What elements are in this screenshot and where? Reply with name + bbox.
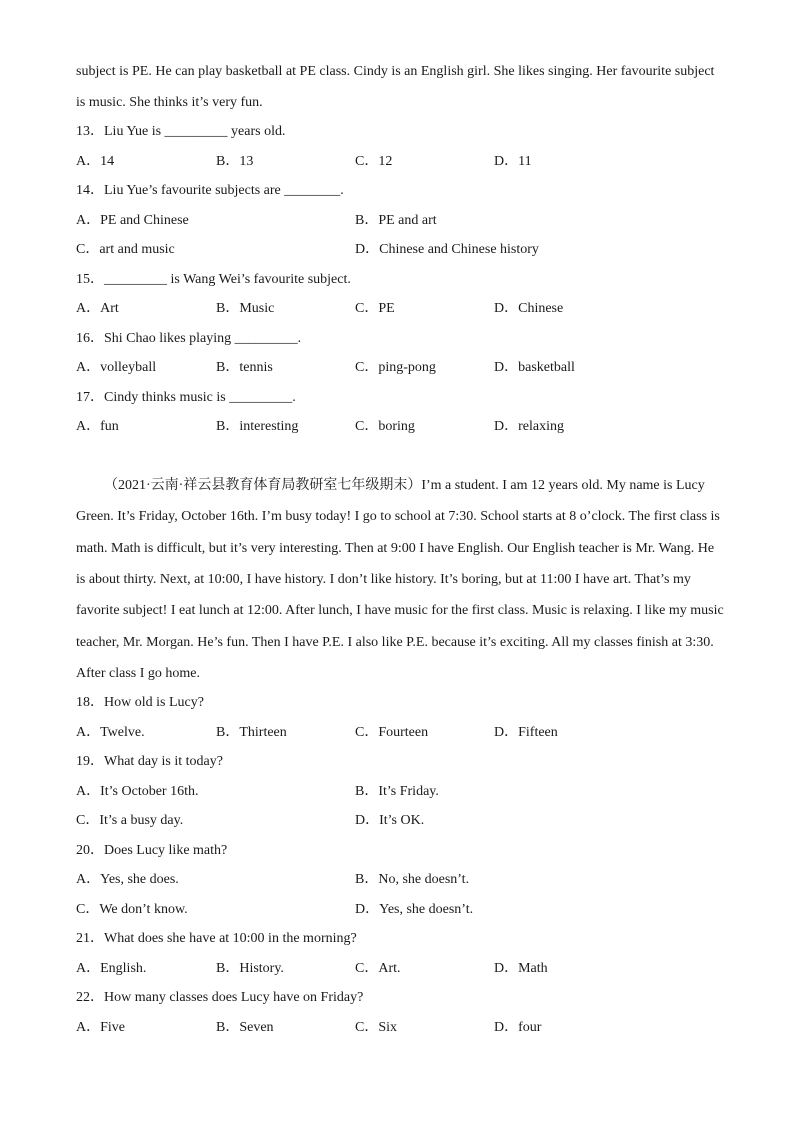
passage-line: subject is PE. He can play basketball at PE class. Cindy is an English girl. She likes singing. Her favourite subject xyxy=(76,64,715,79)
question-stem: 19．What day is it today? xyxy=(76,754,223,769)
option-d: D．Chinese and Chinese history xyxy=(355,242,539,257)
option-c: C．ping-pong xyxy=(355,360,436,375)
option-a: A．14 xyxy=(76,154,115,169)
option-d: D．Math xyxy=(494,961,548,976)
question-stem: 20．Does Lucy like math? xyxy=(76,843,228,858)
passage-line: math. Math is difficult, but it’s very interesting. Then at 9:00 I have English. Our English teacher is Mr. Wang. He xyxy=(76,541,715,556)
option-d: D．Yes, she doesn’t. xyxy=(355,902,474,917)
option-a: A．It’s October 16th. xyxy=(76,784,199,799)
option-c: C．12 xyxy=(355,154,393,169)
option-b: B．Thirteen xyxy=(216,725,287,740)
option-a: A．English. xyxy=(76,961,147,976)
option-b: B．Music xyxy=(216,301,275,316)
option-d: D．It’s OK. xyxy=(355,813,425,828)
question-stem: 14．Liu Yue’s favourite subjects are ________. xyxy=(76,183,344,198)
option-c: C．Fourteen xyxy=(355,725,429,740)
option-c: C．Art. xyxy=(355,961,401,976)
question-stem: 17．Cindy thinks music is _________. xyxy=(76,390,296,405)
option-b: B．Seven xyxy=(216,1020,274,1035)
option-b: B．PE and art xyxy=(355,213,437,228)
question-stem: 21．What does she have at 10:00 in the morning? xyxy=(76,931,357,946)
option-a: A．PE and Chinese xyxy=(76,213,189,228)
passage-line: teacher, Mr. Morgan. He’s fun. Then I have P.E. I also like P.E. because it’s exciting. All my classes finish at 3:30. xyxy=(76,635,714,650)
option-b: B．interesting xyxy=(216,419,299,434)
option-a: A．Twelve. xyxy=(76,725,145,740)
passage-line: Green. It’s Friday, October 16th. I’m busy today! I go to school at 7:30. School starts at 8 o’clock. The first class is xyxy=(76,509,720,524)
passage-line: （2021·云南·祥云县教育体育局教研室七年级期末）I’m a student. I am 12 years old. My name is Lucy xyxy=(104,478,705,493)
passage-line: is music. She thinks it’s very fun. xyxy=(76,95,263,110)
option-b: B．It’s Friday. xyxy=(355,784,439,799)
option-d: D．11 xyxy=(494,154,532,169)
option-b: B．13 xyxy=(216,154,254,169)
passage-line: After class I go home. xyxy=(76,666,201,681)
option-c: C．PE xyxy=(355,301,395,316)
option-a: A．Yes, she does. xyxy=(76,872,179,887)
question-stem: 13．Liu Yue is _________ years old. xyxy=(76,124,286,139)
question-stem: 16．Shi Chao likes playing _________. xyxy=(76,331,302,346)
option-c: C．We don’t know. xyxy=(76,902,188,917)
option-c: C．art and music xyxy=(76,242,175,257)
option-d: D．four xyxy=(494,1020,542,1035)
passage-line: is about thirty. Next, at 10:00, I have history. I don’t like history. It’s boring, but at 11:00 I have art. That’s my xyxy=(76,572,691,587)
option-b: B．tennis xyxy=(216,360,273,375)
passage-line: favorite subject! I eat lunch at 12:00. After lunch, I have music for the first class. Music is relaxing. I like my music xyxy=(76,603,724,618)
option-a: A．volleyball xyxy=(76,360,157,375)
option-a: A．Art xyxy=(76,301,119,316)
option-d: D．relaxing xyxy=(494,419,564,434)
option-a: A．Five xyxy=(76,1020,125,1035)
question-stem: 15．_________ is Wang Wei’s favourite subject. xyxy=(76,272,351,287)
option-a: A．fun xyxy=(76,419,119,434)
option-c: C．boring xyxy=(355,419,415,434)
option-d: D．basketball xyxy=(494,360,575,375)
option-b: B．History. xyxy=(216,961,284,976)
option-d: D．Fifteen xyxy=(494,725,558,740)
option-c: C．Six xyxy=(355,1020,398,1035)
option-d: D．Chinese xyxy=(494,301,564,316)
question-stem: 18．How old is Lucy? xyxy=(76,695,204,710)
question-stem: 22．How many classes does Lucy have on Friday? xyxy=(76,990,364,1005)
option-c: C．It’s a busy day. xyxy=(76,813,184,828)
option-b: B．No, she doesn’t. xyxy=(355,872,470,887)
